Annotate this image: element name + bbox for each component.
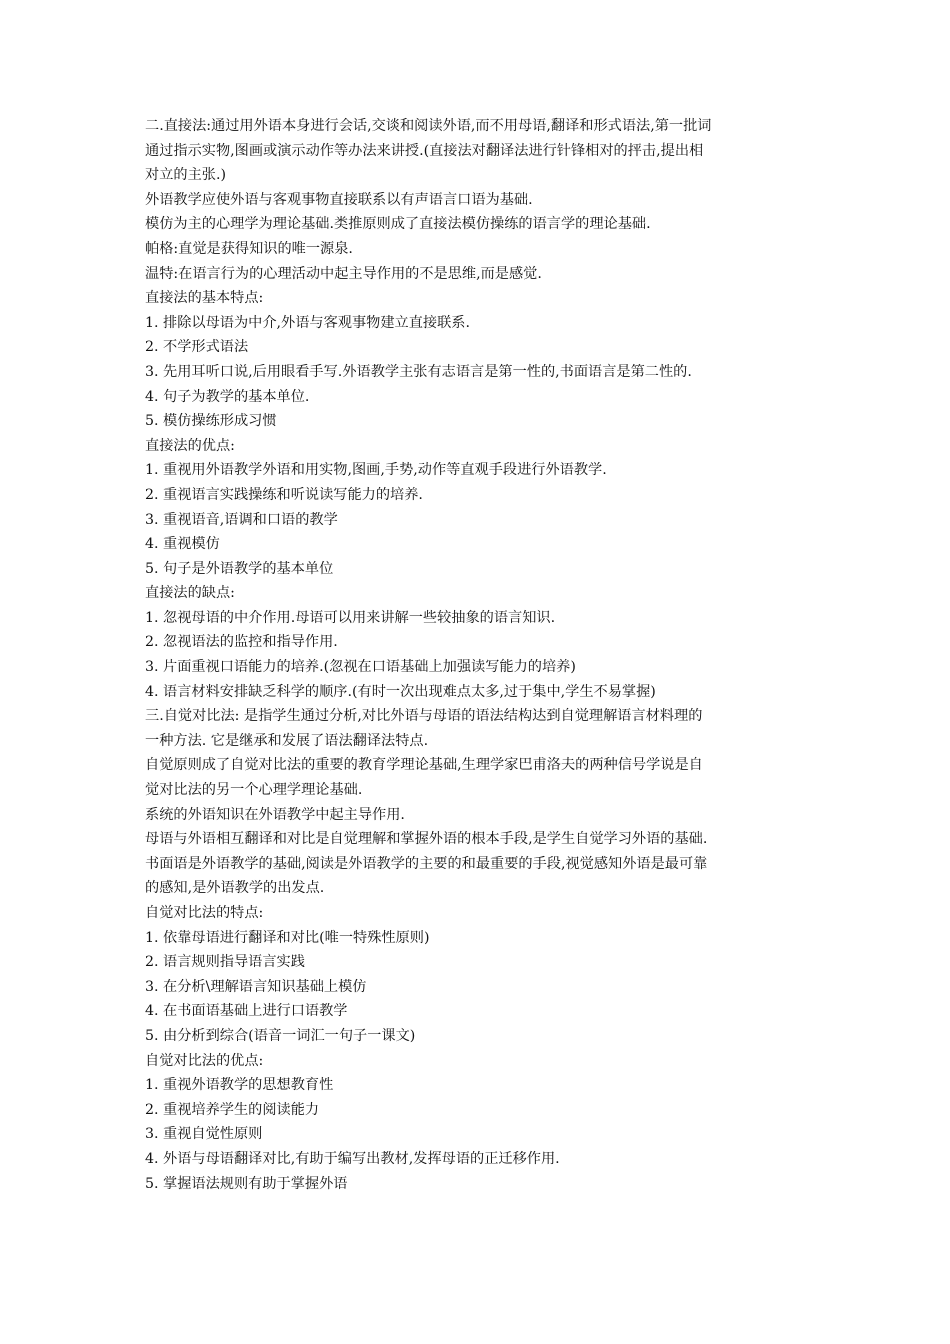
heading-direct-method-advantages: 直接法的优点: bbox=[145, 437, 235, 454]
list-item: 1. 重视外语教学的思想教育性 bbox=[145, 1077, 334, 1094]
list-item: 4. 句子为教学的基本单位. bbox=[145, 388, 310, 405]
list-item: 2. 忽视语法的监控和指导作用. bbox=[145, 634, 338, 651]
list-item: 3. 先用耳听口说,后用眼看手写.外语教学主张有志语言是第一性的,书面语言是第二性的. bbox=[145, 363, 692, 380]
list-item: 3. 片面重视口语能力的培养.(忽视在口语基础上加强读写能力的培养) bbox=[145, 659, 576, 676]
paragraph-written-language-2: 的感知,是外语教学的出发点. bbox=[145, 880, 325, 897]
list-item: 1. 依靠母语进行翻译和对比(唯一特殊性原则) bbox=[145, 929, 430, 946]
list-item: 5. 由分析到综合(语音一词汇一句子一课文) bbox=[145, 1027, 416, 1044]
paragraph-direct-method-intro-3: 对立的主张.) bbox=[145, 167, 226, 184]
heading-conscious-comparison-advantages: 自觉对比法的优点: bbox=[145, 1052, 264, 1069]
list-item: 4. 重视模仿 bbox=[145, 536, 220, 553]
document-body bbox=[145, 114, 815, 1196]
paragraph-winter-quote: 温特:在语言行为的心理活动中起主导作用的不是思维,而是感觉. bbox=[145, 265, 542, 282]
list-item: 3. 在分析\理解语言知识基础上模仿 bbox=[145, 978, 367, 995]
list-item: 5. 掌握语法规则有助于掌握外语 bbox=[145, 1175, 348, 1192]
heading-direct-method-features: 直接法的基本特点: bbox=[145, 290, 264, 307]
paragraph-systematic-knowledge: 系统的外语知识在外语教学中起主导作用. bbox=[145, 806, 405, 823]
paragraph-conscious-comparison-intro-1: 三.自觉对比法: 是指学生通过分析,对比外语与母语的语法结构达到自觉理解语言材料理的 bbox=[145, 708, 703, 725]
list-item: 2. 重视语言实践操练和听说读写能力的培养. bbox=[145, 486, 423, 503]
list-item: 5. 句子是外语教学的基本单位 bbox=[145, 560, 334, 577]
paragraph-direct-method-intro-1: 二.直接法:通过用外语本身进行会话,交谈和阅读外语,而不用母语,翻译和形式语法,第一批词 bbox=[145, 118, 712, 134]
paragraph-conscious-principle-1: 自觉原则成了自觉对比法的重要的教育学理论基础,生理学家巴甫洛夫的两种信号学说是自 bbox=[145, 757, 703, 774]
paragraph-imitation-theory: 模仿为主的心理学为理论基础.类推原则成了直接法模仿操练的语言学的理论基础. bbox=[145, 216, 651, 233]
list-item: 3. 重视自觉性原则 bbox=[145, 1126, 263, 1143]
list-item: 5. 模仿操练形成习惯 bbox=[145, 413, 277, 430]
paragraph-conscious-comparison-intro-2: 一种方法. 它是继承和发展了语法翻译法特点. bbox=[145, 732, 429, 749]
paragraph-conscious-principle-2: 觉对比法的另一个心理学理论基础. bbox=[145, 782, 363, 799]
list-item: 2. 重视培养学生的阅读能力 bbox=[145, 1101, 320, 1118]
list-item: 4. 外语与母语翻译对比,有助于编写出教材,发挥母语的正迁移作用. bbox=[145, 1150, 560, 1167]
list-item: 1. 排除以母语为中介,外语与客观事物建立直接联系. bbox=[145, 314, 471, 331]
list-item: 4. 在书面语基础上进行口语教学 bbox=[145, 1003, 348, 1020]
paragraph-written-language-1: 书面语是外语教学的基础,阅读是外语教学的主要的和最重要的手段,视觉感知外语是最可靠 bbox=[145, 855, 708, 872]
list-item: 2. 不学形式语法 bbox=[145, 339, 249, 356]
heading-conscious-comparison-features: 自觉对比法的特点: bbox=[145, 905, 264, 921]
list-item: 1. 忽视母语的中介作用.母语可以用来讲解一些较抽象的语言知识. bbox=[145, 609, 556, 626]
list-item: 1. 重视用外语教学外语和用实物,图画,手势,动作等直观手段进行外语教学. bbox=[145, 462, 607, 479]
paragraph-palmer-quote: 帕格:直觉是获得知识的唯一源泉. bbox=[145, 240, 353, 257]
list-item: 3. 重视语音,语调和口语的教学 bbox=[145, 511, 338, 528]
paragraph-direct-method-intro-2: 通过指示实物,图画或演示动作等办法来讲授.(直接法对翻译法进行针锋相对的抨击,提出相 bbox=[145, 142, 704, 159]
paragraph-spoken-language-basis: 外语教学应使外语与客观事物直接联系以有声语言口语为基础. bbox=[145, 191, 533, 208]
heading-direct-method-disadvantages: 直接法的缺点: bbox=[145, 585, 235, 602]
list-item: 2. 语言规则指导语言实践 bbox=[145, 954, 305, 971]
list-item: 4. 语言材料安排缺乏科学的顺序.(有时一次出现难点太多,过于集中,学生不易掌握) bbox=[145, 683, 656, 700]
paragraph-translation-comparison: 母语与外语相互翻译和对比是自觉理解和掌握外语的根本手段,是学生自觉学习外语的基础. bbox=[145, 831, 708, 848]
